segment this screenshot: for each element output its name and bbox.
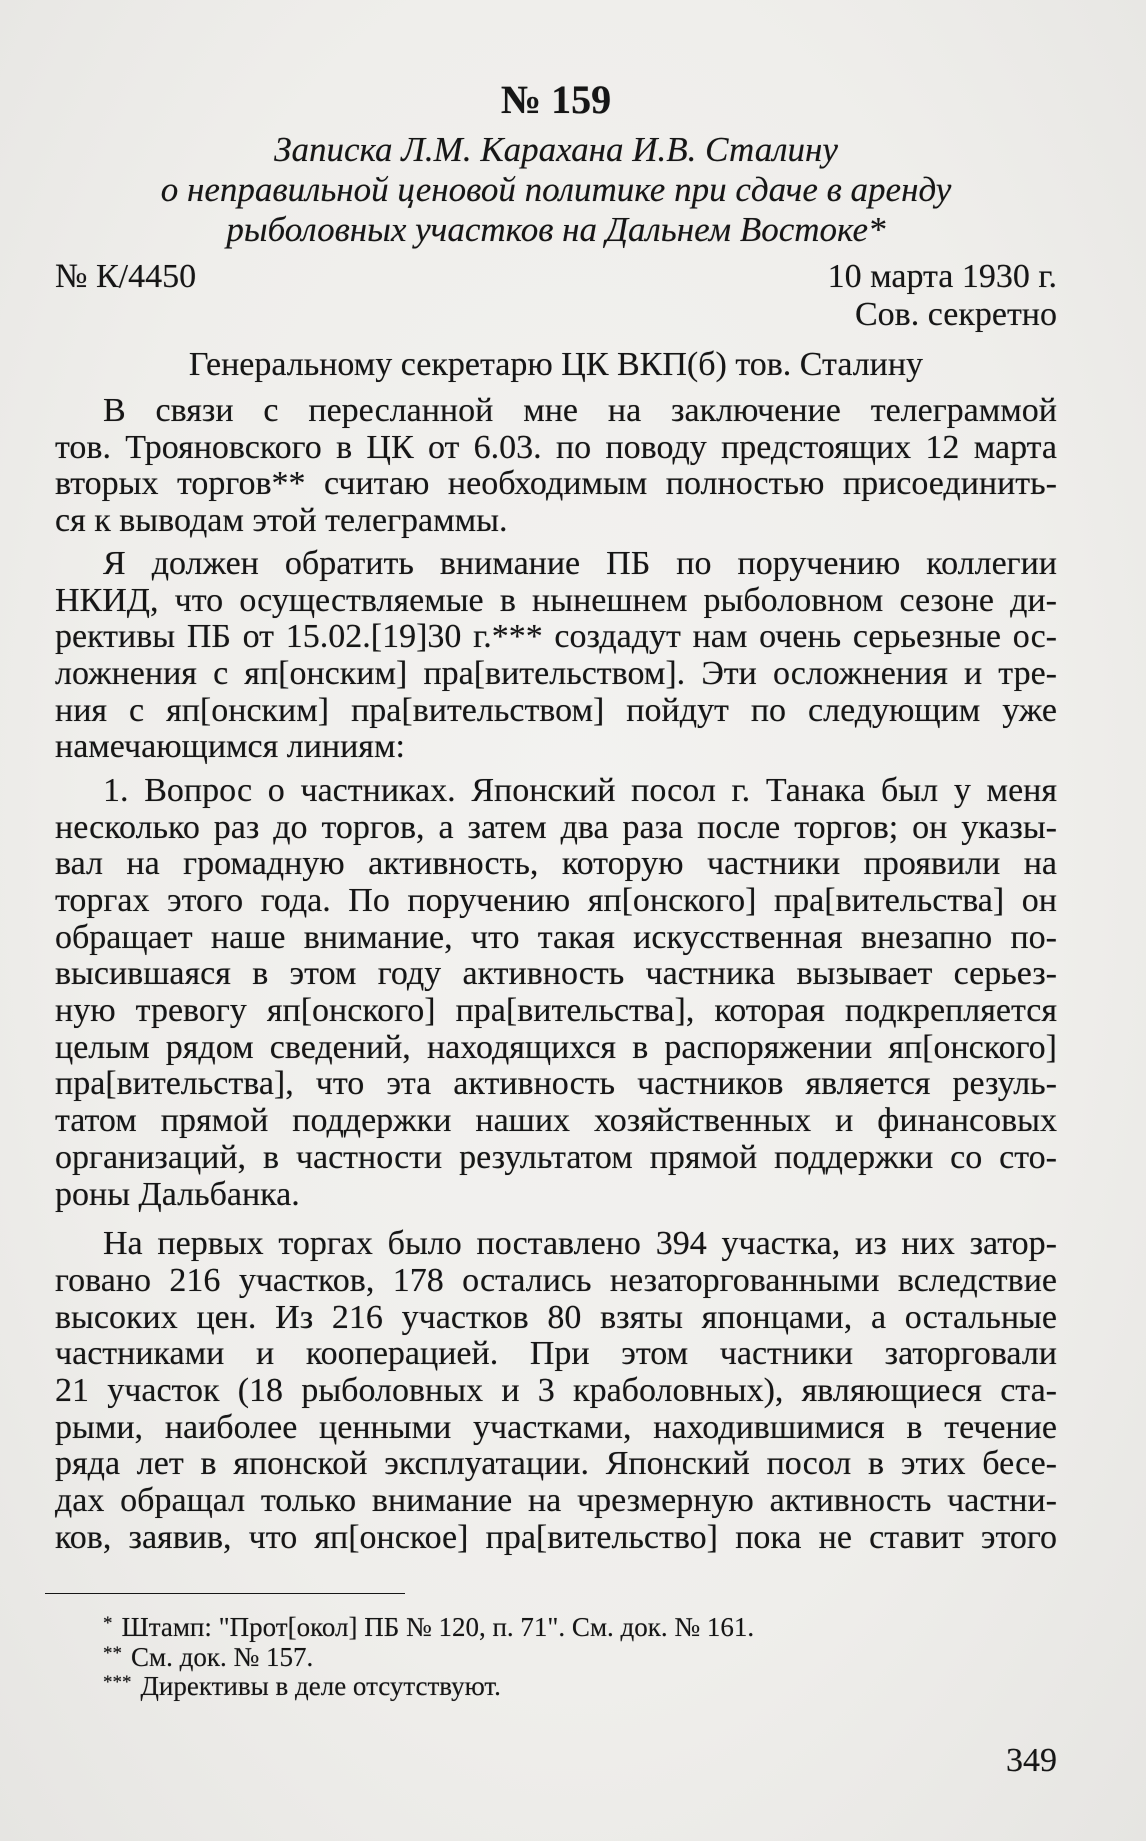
paragraph-line: Я должен обратить внимание ПБ по поручению коллегии — [103, 544, 1057, 582]
reference-row — [55, 259, 1057, 296]
paragraph-line: рыми, наиболее ценными участками, находившимися в течение — [55, 1408, 1057, 1446]
title-line: о неправильной ценовой политике при сдаче в аренду — [160, 170, 952, 209]
paragraph-line: несколько раз до торгов, а затем два раза после торгов; он указы- — [55, 808, 1057, 846]
paragraph-line: вал на громадную активность, которую частники проявили на — [55, 845, 1057, 883]
paragraph — [55, 1226, 1057, 1556]
paragraph-line: ния с яп[онским] пра[вительством] пойдут по следующим уже — [55, 691, 1057, 729]
paragraph-line: ную тревогу яп[онского] пра[вительства], которая подкрепляется — [55, 992, 1057, 1030]
title-line: Записка Л.М. Карахана И.В. Сталину — [274, 130, 838, 169]
footnote — [55, 1672, 1057, 1702]
document-number: № 159 — [500, 77, 612, 122]
document-title — [55, 130, 1057, 250]
reference-number: № К/4450 — [55, 258, 197, 295]
footnote-text: См. док. № 157. — [131, 1641, 314, 1672]
footnote-mark: * — [103, 1613, 113, 1635]
paragraph-line: пра[вительства], что эта активность частников является резуль- — [55, 1065, 1057, 1103]
paragraph-line: ложнения с яп[онским] пра[вительством]. Эти осложнения и тре- — [55, 654, 1057, 692]
paragraph-line: В связи с пересланной мне на заключение телеграммой — [103, 392, 1057, 430]
paragraph-line: ряда лет в японской эксплуатации. Японский посол в этих бесе- — [55, 1445, 1057, 1483]
footnotes — [55, 1613, 1057, 1702]
paragraph-line: НКИД, что осуществляемые в нынешнем рыболовном сезоне ди- — [55, 581, 1057, 619]
paragraph-line: организаций, в частности результатом прямой поддержки со сто- — [55, 1138, 1057, 1176]
paragraph-line: торгах этого года. По поручению яп[онского] пра[вительства] он — [55, 882, 1057, 919]
paragraph-line: говано 216 участков, 178 остались незаторгованными вследствие — [55, 1261, 1057, 1299]
footnote-text: Штамп: "Прот[окол] ПБ № 120, п. 71". См. док. № 161. — [121, 1612, 755, 1643]
paragraph-line: татом прямой поддержки наших хозяйственных и финансовых — [55, 1102, 1057, 1140]
paragraph-line: ков, заявив, что яп[онское] пра[вительство] пока не ставит этого — [55, 1518, 1057, 1556]
text-block — [55, 78, 1057, 1779]
paragraph-line: целым рядом сведений, находящихся в распоряжении яп[онского] — [55, 1028, 1057, 1066]
paragraph-line: 1. Вопрос о частниках. Японский посол г. Танака был у меня — [103, 771, 1057, 809]
addressee: Генеральному секретарю ЦК ВКП(б) тов. Сталину — [188, 346, 924, 384]
paragraph-line: обращает наше внимание, что такая искусственная внезапно по- — [55, 918, 1057, 956]
paragraph-line: высоких цен. Из 216 участков 80 взяты японцами, а остальные — [55, 1298, 1057, 1336]
paragraph — [55, 546, 1057, 766]
paragraph-line: ся к выводам этой телеграммы. — [55, 502, 508, 540]
footnote-divider — [45, 1593, 405, 1594]
paragraph-line: 21 участок (18 рыболовных и 3 краболовных), являющиеся ста- — [55, 1371, 1057, 1409]
footnote — [55, 1613, 1057, 1643]
classification-mark: Сов. секретно — [855, 295, 1057, 333]
title-line: рыболовных участков на Дальнем Востоке* — [226, 210, 886, 249]
paragraph — [55, 393, 1057, 540]
paragraph — [55, 773, 1057, 1213]
paragraph-line: вторых торгов** считаю необходимым полностью присоединить- — [55, 465, 1057, 503]
paragraph-line: рективы ПБ от 15.02.[19]30 г.*** создадут нам очень серьезные ос- — [55, 618, 1057, 656]
document-date: 10 марта 1930 г. — [827, 258, 1057, 295]
paragraph-line: На первых торгах было поставлено 394 участка, из них затор- — [103, 1225, 1057, 1263]
footnote-text: Директивы в деле отсутствуют. — [140, 1671, 501, 1702]
paragraph-line: высившаяся в этом году активность частника вызывает серьез- — [55, 955, 1057, 993]
paragraph-line: намечающимся линиям: — [55, 728, 405, 766]
paragraph-line: дах обращал только внимание на чрезмерную активность частни- — [55, 1482, 1057, 1519]
paragraph-line: тов. Трояновского в ЦК от 6.03. по поводу предстоящих 12 марта — [55, 428, 1057, 466]
footnote — [55, 1643, 1057, 1673]
footnote-mark: *** — [103, 1672, 132, 1694]
footnote-mark: ** — [103, 1642, 122, 1664]
paragraph-line: роны Дальбанка. — [55, 1175, 300, 1213]
page-number: 349 — [1006, 1741, 1057, 1779]
paragraph-line: частниками и кооперацией. При этом частники заторговали — [55, 1335, 1057, 1373]
